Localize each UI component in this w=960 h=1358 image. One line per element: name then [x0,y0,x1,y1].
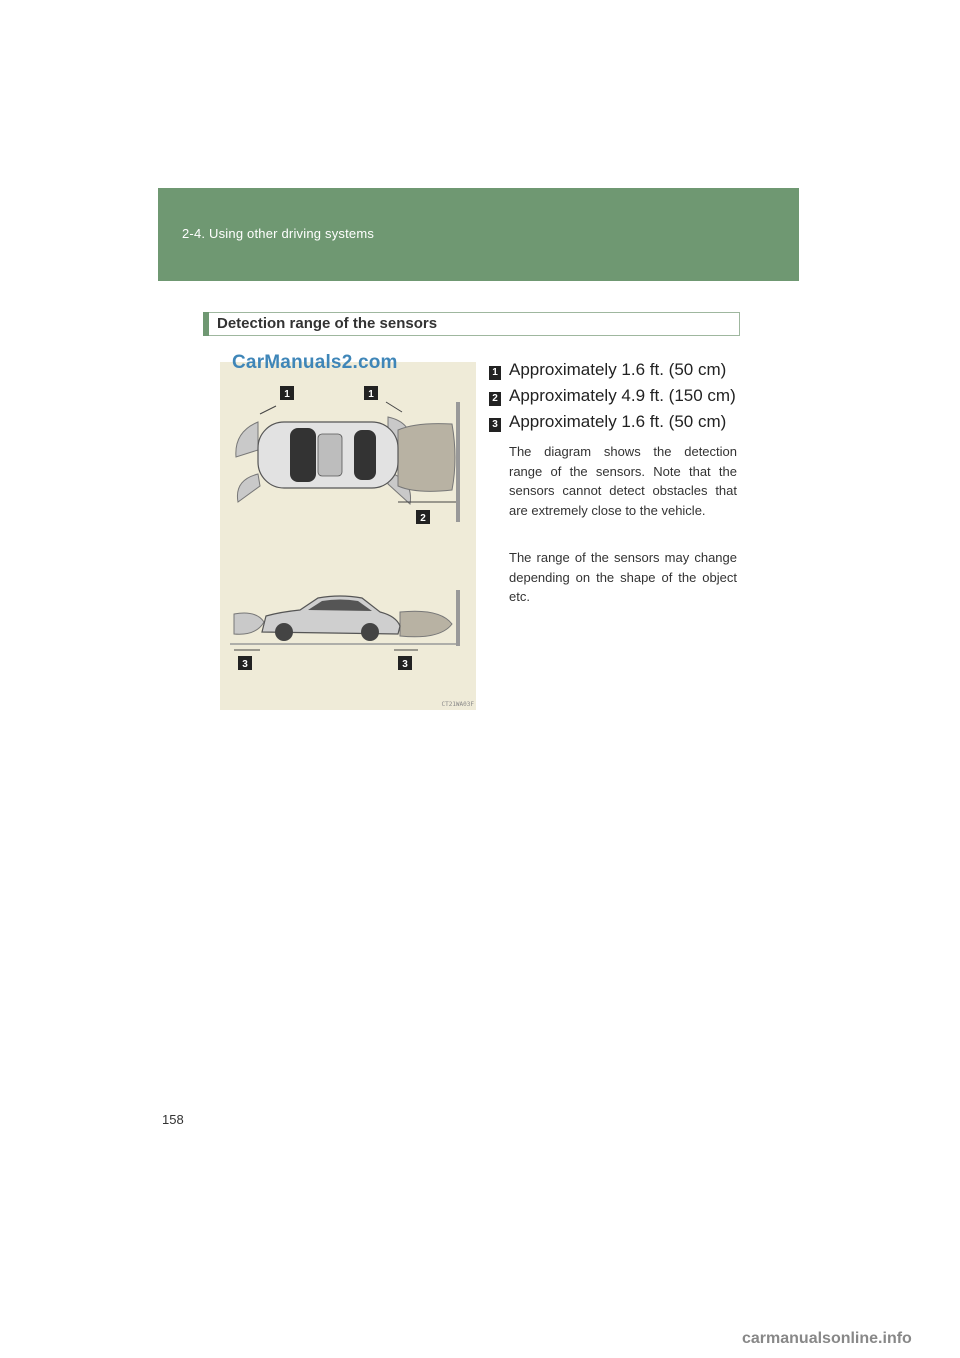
heading-accent [203,312,209,336]
sensor-range-diagram [220,352,476,710]
watermark-carmanualsonline: carmanualsonline.info [742,1330,912,1347]
callout-label: 1 [368,389,374,400]
side-view [230,590,458,650]
front-right-line [386,402,402,412]
car-side-rear-wheel [361,623,379,641]
heading-title: Detection range of the sensors [217,315,438,332]
page-number: 158 [162,1112,184,1127]
item-number: 3 [489,418,501,432]
watermark-carmanuals2: CarManuals2.com [232,352,398,373]
rear-center-zone [398,424,455,492]
side-rear-zone [400,611,452,637]
car-side-front-wheel [275,623,293,641]
item-number: 1 [489,366,501,380]
list-item [489,386,749,412]
item-text: Approximately 4.9 ft. (150 cm) [509,386,736,405]
figure-code: CT21WA03F [441,701,474,708]
callout-label: 3 [402,659,408,670]
callout-label: 1 [284,389,290,400]
item-number: 2 [489,392,501,406]
note-detection-range: The diagram shows the detection range of the sensors. Note that the sensors cannot detect obstacles that are extremely close to the vehicle. [509,444,737,518]
list-item [489,360,749,386]
list-item [489,412,749,438]
item-text: Approximately 1.6 ft. (50 cm) [509,412,727,431]
top-view [236,402,458,522]
callout-label: 2 [420,513,426,524]
callout-label: 3 [242,659,248,670]
section-label: 2-4. Using other driving systems [182,226,375,241]
car-top-roof [318,434,342,476]
diagram-illustration [220,362,476,710]
car-top-rear-window [354,430,376,480]
front-left-zone [236,422,258,457]
header-band [158,188,799,281]
side-front-zone [234,613,264,634]
section-heading [203,312,740,336]
rear-left-zone [237,474,260,502]
item-text: Approximately 1.6 ft. (50 cm) [509,360,727,379]
car-top-windshield [290,428,316,482]
front-left-line [260,406,276,414]
range-list [489,360,749,438]
note-sensor-range: The range of the sensors may change depending on the shape of the object etc. [509,550,737,604]
